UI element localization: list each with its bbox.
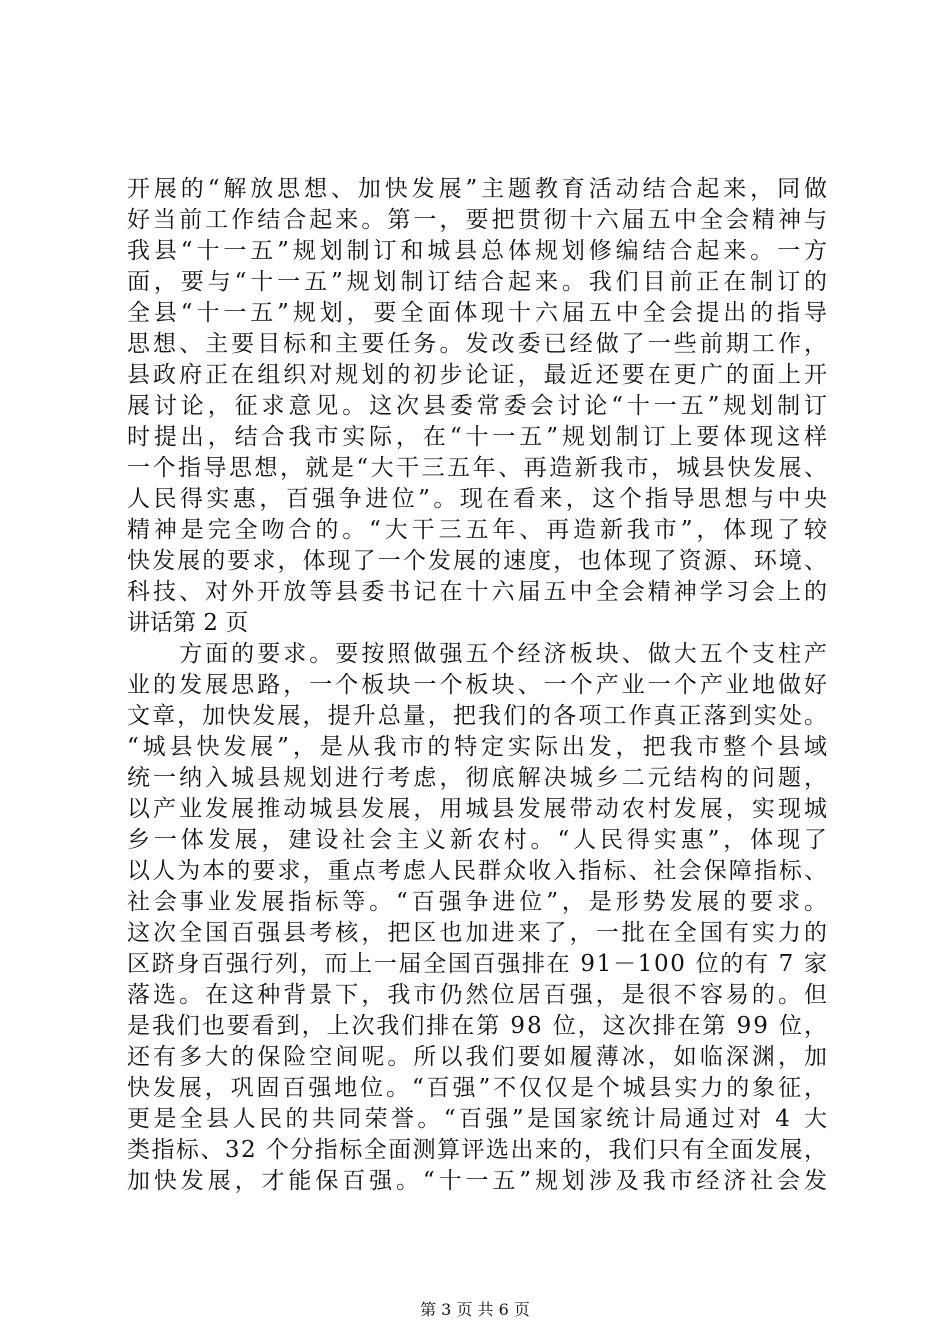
text-line: 面，要与“十一五”规划制订结合起来。我们目前正在制订的 xyxy=(127,269,831,295)
text-line: 快发展的要求，体现了一个发展的速度，也体现了资源、环境、 xyxy=(127,548,830,574)
text-line: 社会事业发展指标等。“百强争进位”，是形势发展的要求。 xyxy=(127,889,831,915)
text-line: 精神是完全吻合的。“大干三五年、再造新我市”，体现了较 xyxy=(127,517,831,543)
page-footer: 第 3 页 共 6 页 xyxy=(420,1300,530,1319)
text-line: 思想、主要目标和主要任务。发改委已经做了一些前期工作， xyxy=(127,331,831,357)
document-body xyxy=(127,174,831,1197)
text-line: 方面的要求。要按照做强五个经济板块、做大五个支柱产 xyxy=(127,641,831,667)
text-line: 文章，加快发展，提升总量，把我们的各项工作真正落到实处。 xyxy=(127,703,830,729)
text-line: 时提出，结合我市实际，在“十一五”规划制订上要体现这样 xyxy=(127,424,831,450)
text-line: 我县“十一五”规划制订和城县总体规划修编结合起来。一方 xyxy=(127,238,831,264)
text-line: 展讨论，征求意见。这次县委常委会讨论“十一五”规划制订 xyxy=(127,393,831,419)
text-line: 更是全县人民的共同荣誉。“百强”是国家统计局通过对 4 大 xyxy=(127,1106,831,1132)
text-line: 全县“十一五”规划，要全面体现十六届五中全会提出的指导 xyxy=(127,300,831,326)
text-line: 这次全国百强县考核，把区也加进来了，一批在全国有实力的 xyxy=(127,920,831,946)
text-line: “城县快发展”，是从我市的特定实际出发，把我市整个县域 xyxy=(127,734,831,760)
text-line: 类指标、32 个分指标全面测算评选出来的，我们只有全面发展， xyxy=(127,1137,829,1163)
text-line: 是我们也要看到，上次我们排在第 98 位，这次排在第 99 位， xyxy=(127,1013,829,1039)
text-line: 加快发展，才能保百强。“十一五”规划涉及我市经济社会发 xyxy=(127,1168,831,1194)
text-line: 开展的“解放思想、加快发展”主题教育活动结合起来，同做 xyxy=(127,176,831,202)
text-line: 落选。在这种背景下，我市仍然位居百强，是很不容易的。但 xyxy=(127,982,831,1008)
text-line: 好当前工作结合起来。第一，要把贯彻十六届五中全会精神与 xyxy=(127,207,831,233)
text-line: 统一纳入城县规划进行考虑，彻底解决城乡二元结构的问题， xyxy=(127,765,831,791)
text-line: 县政府正在组织对规划的初步论证，最近还要在更广的面上开 xyxy=(127,362,831,388)
text-line: 快发展，巩固百强地位。“百强”不仅仅是个城县实力的象征， xyxy=(127,1075,830,1101)
text-line: 乡一体发展，建设社会主义新农村。“人民得实惠”，体现了 xyxy=(127,827,831,853)
text-line: 一个指导思想，就是“大干三五年、再造新我市，城县快发展、 xyxy=(127,455,830,481)
text-line: 业的发展思路，一个板块一个板块、一个产业一个产业地做好 xyxy=(127,672,831,698)
text-line: 还有多大的保险空间呢。所以我们要如履薄冰，如临深渊，加 xyxy=(127,1044,831,1070)
text-line: 人民得实惠，百强争进位”。现在看来，这个指导思想与中央 xyxy=(127,486,831,512)
text-line: 科技、对外开放等县委书记在十六届五中全会精神学习会上的 xyxy=(127,579,831,605)
text-line: 区跻身百强行列，而上一届全国百强排在 91－100 位的有 7 家 xyxy=(127,951,829,977)
text-line: 讲话第 2 页 xyxy=(127,610,249,636)
text-line: 以产业发展推动城县发展，用城县发展带动农村发展，实现城 xyxy=(127,796,831,822)
text-line: 以人为本的要求，重点考虑人民群众收入指标、社会保障指标、 xyxy=(127,858,830,884)
